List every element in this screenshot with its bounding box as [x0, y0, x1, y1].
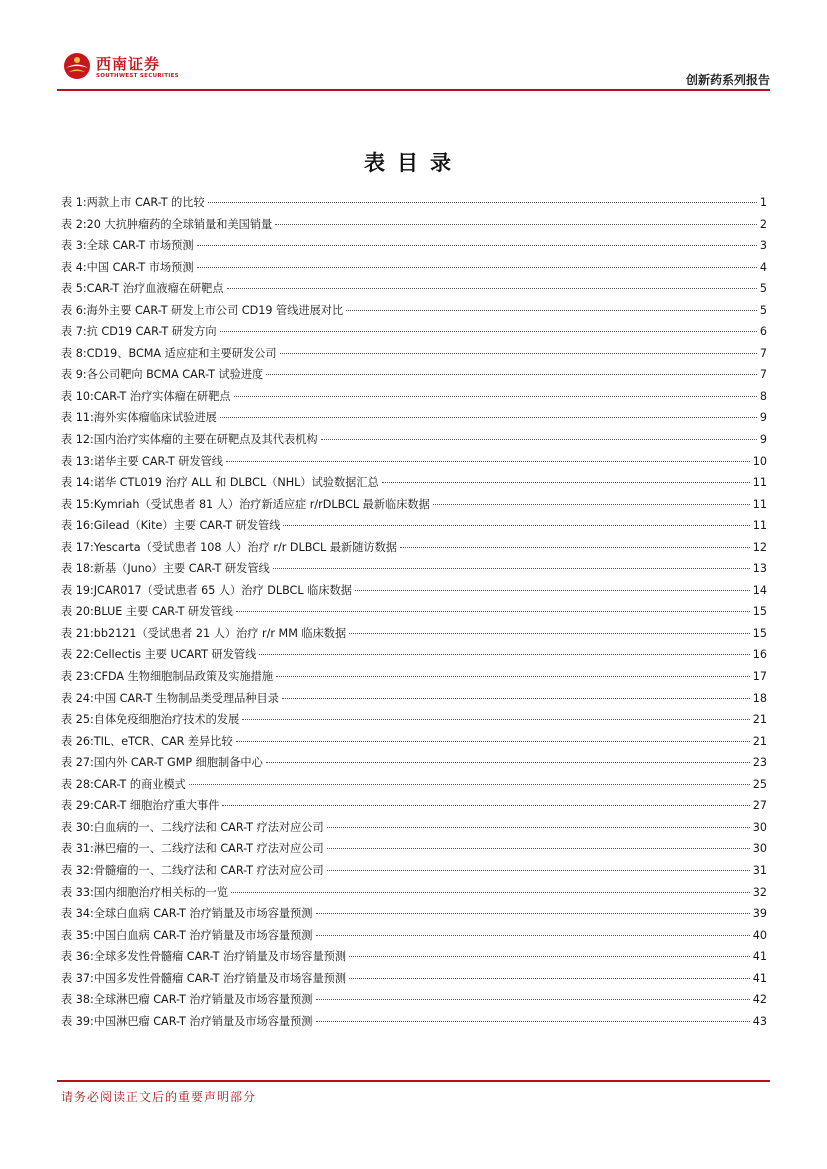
- toc-entry-number: 表 16:: [61, 519, 94, 533]
- toc-entry-number: 表 23:: [61, 670, 94, 684]
- toc-entry-number: 表 17:: [61, 540, 94, 554]
- toc-entry[interactable]: [61, 407, 767, 429]
- toc-dot-leader: [282, 698, 750, 699]
- toc-entry-number: 表 1:: [61, 196, 87, 209]
- company-logo: [63, 50, 183, 86]
- toc-entry-title[interactable]: 抗 CD19 CAR-T 研发方向: [86, 325, 217, 339]
- toc-entry-number: 表 22:: [61, 648, 94, 662]
- toc-entry-number: 表 27:: [61, 756, 94, 770]
- toc-entry-number: 表 35:: [61, 928, 94, 942]
- toc-entry-number: 表 18:: [61, 562, 94, 576]
- toc-dot-leader: [236, 611, 750, 612]
- toc-entry-title[interactable]: 中国多发性骨髓瘤 CAR-T 治疗销量及市场容量预测: [93, 971, 347, 985]
- toc-dot-leader: [355, 590, 750, 591]
- toc-entry-page[interactable]: 9: [759, 433, 767, 447]
- toc-dot-leader: [276, 676, 750, 677]
- toc-entry[interactable]: [61, 386, 767, 408]
- logo-english-name: SOUTHWEST SECURITIES: [96, 73, 179, 79]
- toc-dot-leader: [316, 999, 750, 1000]
- toc-entry-page[interactable]: 18: [752, 691, 767, 705]
- toc-entry-number: 表 38:: [61, 993, 94, 1007]
- toc-entry[interactable]: [61, 537, 767, 559]
- toc-entry-number: 表 32:: [61, 863, 94, 877]
- toc-entry[interactable]: [61, 903, 767, 925]
- toc-dot-leader: [226, 461, 750, 462]
- toc-entry-title[interactable]: 全球淋巴瘤 CAR-T 治疗销量及市场容量预测: [93, 993, 313, 1007]
- toc-entry-number: 表 9:: [61, 368, 87, 382]
- toc-entry-page[interactable]: 4: [759, 260, 767, 274]
- toc-entry-number: 表 21:: [61, 626, 94, 640]
- toc-entry-page[interactable]: 3: [759, 239, 767, 253]
- toc-entry-title[interactable]: 全球白血病 CAR-T 治疗销量及市场容量预测: [93, 907, 313, 921]
- toc-entry-title[interactable]: Kymriah（受试患者 81 人）治疗新适应症 r/rDLBCL 最新临床数据: [93, 497, 430, 511]
- toc-entry[interactable]: [61, 709, 767, 731]
- toc-entry-page[interactable]: 23: [752, 756, 767, 770]
- toc-dot-leader: [208, 202, 757, 203]
- toc-dot-leader: [283, 525, 749, 526]
- toc-entry-number: 表 3:: [61, 239, 87, 253]
- toc-entry-page[interactable]: 1: [759, 196, 767, 209]
- toc-entry-number: 表 15:: [61, 497, 94, 511]
- toc-entry[interactable]: [61, 752, 767, 774]
- toc-entry[interactable]: [61, 882, 767, 904]
- toc-entry[interactable]: [61, 946, 767, 968]
- toc-entry-number: 表 6:: [61, 303, 87, 317]
- header-divider: [57, 89, 770, 91]
- toc-entry[interactable]: [61, 1011, 767, 1033]
- toc-entry[interactable]: [61, 321, 767, 343]
- toc-entry-page[interactable]: 8: [759, 389, 767, 403]
- toc-entry-title[interactable]: 白血病的一、二线疗法和 CAR-T 疗法对应公司: [93, 820, 324, 834]
- page-footer: [57, 1080, 770, 1105]
- toc-entry[interactable]: [61, 666, 767, 688]
- toc-entry-page[interactable]: 9: [759, 411, 767, 425]
- toc-entry-title[interactable]: 中国白血病 CAR-T 治疗销量及市场容量预测: [93, 928, 313, 942]
- page-header: [57, 44, 770, 94]
- toc-entry-title[interactable]: CAR-T 治疗实体瘤在研靶点: [93, 389, 231, 403]
- toc-entry[interactable]: [61, 451, 767, 473]
- toc-entry-page[interactable]: 6: [759, 325, 767, 339]
- toc-entry-title[interactable]: 新基（Juno）主要 CAR-T 研发管线: [93, 562, 270, 576]
- toc-entry-title[interactable]: TIL、eTCR、CAR 差异比较: [93, 734, 233, 748]
- toc-dot-leader: [349, 956, 750, 957]
- toc-entry[interactable]: [61, 688, 767, 710]
- toc-entry-title[interactable]: 国内治疗实体瘤的主要在研靶点及其代表机构: [93, 433, 318, 447]
- toc-entry[interactable]: [61, 214, 767, 236]
- toc-entry-number: 表 25:: [61, 713, 94, 727]
- toc-entry[interactable]: [61, 601, 767, 623]
- toc-dot-leader: [220, 417, 757, 418]
- toc-entry-title[interactable]: 海外主要 CAR-T 研发上市公司 CD19 管线进展对比: [86, 303, 344, 317]
- toc-entry-page[interactable]: 14: [752, 583, 767, 597]
- toc-entry[interactable]: [61, 300, 767, 322]
- toc-entry-number: 表 36:: [61, 950, 94, 964]
- toc-entry-title[interactable]: 各公司靶向 BCMA CAR-T 试验进度: [86, 368, 264, 382]
- toc-entry-title[interactable]: Yescarta（受试患者 108 人）治疗 r/r DLBCL 最新随访数据: [93, 540, 397, 554]
- toc-entry-number: 表 28:: [61, 777, 94, 791]
- toc-dot-leader: [327, 848, 750, 849]
- toc-entry-title[interactable]: bb2121（受试患者 21 人）治疗 r/r MM 临床数据: [93, 626, 347, 640]
- report-series-title: 创新药系列报告: [685, 73, 770, 87]
- toc-dot-leader: [316, 1021, 750, 1022]
- toc-entry[interactable]: [61, 558, 767, 580]
- toc-entry-number: 表 2:: [61, 217, 87, 231]
- toc-dot-leader: [327, 827, 750, 828]
- toc-entry[interactable]: [61, 580, 767, 602]
- toc-entry-page[interactable]: 43: [752, 1014, 767, 1028]
- toc-entry-page[interactable]: 13: [752, 562, 767, 576]
- toc-entry-page[interactable]: 12: [752, 540, 767, 554]
- toc-entry-number: 表 4:: [61, 260, 87, 274]
- toc-entry-number: 表 20:: [61, 605, 94, 619]
- toc-entry-title[interactable]: 中国淋巴瘤 CAR-T 治疗销量及市场容量预测: [93, 1014, 313, 1028]
- toc-entry[interactable]: [61, 192, 767, 214]
- toc-entry-page[interactable]: 31: [752, 863, 767, 877]
- toc-entry-page[interactable]: 40: [752, 928, 767, 942]
- toc-entry-title[interactable]: CAR-T 细胞治疗重大事件: [93, 799, 220, 813]
- toc-entry-page[interactable]: 5: [759, 303, 767, 317]
- toc-entry-title[interactable]: 淋巴瘤的一、二线疗法和 CAR-T 疗法对应公司: [93, 842, 324, 856]
- toc-entry-title[interactable]: 中国 CAR-T 市场预测: [86, 260, 194, 274]
- toc-entry-number: 表 12:: [61, 433, 94, 447]
- toc-entry-page[interactable]: 27: [752, 799, 767, 813]
- toc-entry-page[interactable]: 25: [752, 777, 767, 791]
- toc-dot-leader: [400, 547, 750, 548]
- toc-entry-number: 表 39:: [61, 1014, 94, 1028]
- toc-entry[interactable]: [61, 278, 767, 300]
- toc-entry-page[interactable]: 42: [752, 993, 767, 1007]
- toc-dot-leader: [266, 374, 757, 375]
- toc-entry[interactable]: [61, 364, 767, 386]
- toc-entry-page[interactable]: 11: [752, 519, 767, 533]
- toc-dot-leader: [197, 245, 757, 246]
- toc-entry-number: 表 14:: [61, 476, 94, 490]
- toc-entry-page[interactable]: 39: [752, 907, 767, 921]
- toc-entry-number: 表 10:: [61, 389, 94, 403]
- toc-dot-leader: [231, 892, 750, 893]
- toc-entry-page[interactable]: 21: [752, 713, 767, 727]
- toc-entry-title[interactable]: CAR-T 治疗血液瘤在研靶点: [86, 282, 224, 296]
- toc-entry[interactable]: [61, 343, 767, 365]
- toc-entry-title[interactable]: 骨髓瘤的一、二线疗法和 CAR-T 疗法对应公司: [93, 863, 324, 877]
- toc-entry-title[interactable]: CD19、BCMA 适应症和主要研发公司: [86, 346, 277, 360]
- toc-entry-title[interactable]: 中国 CAR-T 生物制品类受理品种目录: [93, 691, 279, 705]
- toc-entry-page[interactable]: 10: [752, 454, 767, 468]
- toc-entry-number: 表 31:: [61, 842, 94, 856]
- footer-divider: [57, 1080, 770, 1082]
- page-title: 表目录: [364, 150, 463, 175]
- toc-entry-title[interactable]: 自体免疫细胞治疗技术的发展: [93, 713, 240, 727]
- toc-dot-leader: [346, 310, 757, 311]
- toc-entry-title[interactable]: CFDA 生物细胞制品政策及实施措施: [93, 670, 274, 684]
- toc-entry-title[interactable]: 全球多发性骨髓瘤 CAR-T 治疗销量及市场容量预测: [93, 950, 347, 964]
- toc-entry[interactable]: [61, 860, 767, 882]
- toc-entry-title[interactable]: 国内细胞治疗相关标的一览: [93, 885, 229, 899]
- toc-entry-page[interactable]: 30: [752, 842, 767, 856]
- toc-entry-number: 表 13:: [61, 454, 94, 468]
- toc-entry-number: 表 33:: [61, 885, 94, 899]
- toc-entry[interactable]: [61, 644, 767, 666]
- toc-entry-page[interactable]: 15: [752, 626, 767, 640]
- toc-entry-title[interactable]: 20 大抗肿瘤药的全球销量和美国销量: [86, 217, 273, 231]
- table-of-contents: [61, 192, 767, 1032]
- toc-entry[interactable]: [61, 968, 767, 990]
- toc-entry-title[interactable]: 诺华主要 CAR-T 研发管线: [93, 454, 223, 468]
- toc-entry[interactable]: [61, 515, 767, 537]
- toc-dot-leader: [236, 741, 750, 742]
- logo-icon: [63, 52, 91, 80]
- toc-entry-number: 表 8:: [61, 346, 87, 360]
- logo-chinese-name: 西南证券: [96, 55, 161, 73]
- toc-dot-leader: [433, 504, 750, 505]
- toc-entry[interactable]: [61, 817, 767, 839]
- toc-entry-title[interactable]: 两款上市 CAR-T 的比较: [86, 196, 205, 209]
- toc-entry-number: 表 30:: [61, 820, 94, 834]
- toc-entry[interactable]: [61, 429, 767, 451]
- toc-entry-title[interactable]: BLUE 主要 CAR-T 研发管线: [93, 605, 233, 619]
- toc-entry-page[interactable]: 5: [759, 282, 767, 296]
- toc-dot-leader: [275, 224, 757, 225]
- toc-dot-leader: [227, 288, 757, 289]
- toc-entry-page[interactable]: 30: [752, 820, 767, 834]
- toc-entry-title[interactable]: Gilead（Kite）主要 CAR-T 研发管线: [93, 519, 281, 533]
- toc-entry-title[interactable]: CAR-T 的商业模式: [93, 777, 186, 791]
- toc-dot-leader: [321, 439, 757, 440]
- toc-entry[interactable]: [61, 494, 767, 516]
- toc-entry[interactable]: [61, 235, 767, 257]
- toc-dot-leader: [382, 482, 750, 483]
- toc-entry[interactable]: [61, 623, 767, 645]
- toc-dot-leader: [259, 654, 749, 655]
- toc-entry-page[interactable]: 32: [752, 885, 767, 899]
- toc-entry[interactable]: [61, 257, 767, 279]
- toc-entry-page[interactable]: 2: [759, 217, 767, 231]
- toc-entry[interactable]: [61, 795, 767, 817]
- toc-entry-page[interactable]: 41: [752, 971, 767, 985]
- toc-entry[interactable]: [61, 925, 767, 947]
- toc-entry-title[interactable]: 海外实体瘤临床试验进展: [93, 411, 217, 425]
- toc-entry[interactable]: [61, 989, 767, 1011]
- toc-entry[interactable]: [61, 731, 767, 753]
- toc-entry-number: 表 26:: [61, 734, 94, 748]
- toc-dot-leader: [280, 353, 757, 354]
- toc-entry-title[interactable]: 全球 CAR-T 市场预测: [86, 239, 194, 253]
- footer-disclaimer: 请务必阅读正文后的重要声明部分: [61, 1090, 257, 1104]
- toc-entry-number: 表 11:: [61, 411, 94, 425]
- toc-entry-title[interactable]: JCAR017（受试患者 65 人）治疗 DLBCL 临床数据: [93, 583, 352, 597]
- toc-dot-leader: [316, 935, 750, 936]
- toc-entry-page[interactable]: 41: [752, 950, 767, 964]
- toc-entry-page[interactable]: 16: [752, 648, 767, 662]
- toc-dot-leader: [316, 913, 750, 914]
- toc-entry-title[interactable]: 诺华 CTL019 治疗 ALL 和 DLBCL（NHL）试验数据汇总: [93, 476, 379, 490]
- toc-entry-number: 表 19:: [61, 583, 94, 597]
- toc-entry-page[interactable]: 17: [752, 670, 767, 684]
- toc-entry-title[interactable]: 国内外 CAR-T GMP 细胞制备中心: [93, 756, 263, 770]
- toc-entry-page[interactable]: 21: [752, 734, 767, 748]
- toc-dot-leader: [234, 396, 757, 397]
- toc-dot-leader: [222, 805, 749, 806]
- toc-entry-number: 表 37:: [61, 971, 94, 985]
- toc-entry-page[interactable]: 7: [759, 346, 767, 360]
- toc-dot-leader: [273, 568, 750, 569]
- toc-entry-number: 表 5:: [61, 282, 87, 296]
- toc-dot-leader: [327, 870, 750, 871]
- toc-dot-leader: [220, 331, 757, 332]
- toc-dot-leader: [349, 633, 750, 634]
- toc-entry[interactable]: [61, 838, 767, 860]
- toc-entry-number: 表 34:: [61, 907, 94, 921]
- toc-dot-leader: [349, 978, 750, 979]
- toc-dot-leader: [242, 719, 750, 720]
- toc-entry-page[interactable]: 11: [752, 476, 767, 490]
- toc-dot-leader: [197, 267, 757, 268]
- toc-entry-number: 表 7:: [61, 325, 87, 339]
- toc-entry-page[interactable]: 7: [759, 368, 767, 382]
- toc-entry-page[interactable]: 15: [752, 605, 767, 619]
- toc-entry[interactable]: [61, 472, 767, 494]
- toc-dot-leader: [189, 784, 750, 785]
- toc-entry-title[interactable]: Cellectis 主要 UCART 研发管线: [93, 648, 257, 662]
- toc-entry-page[interactable]: 11: [752, 497, 767, 511]
- toc-entry-number: 表 24:: [61, 691, 94, 705]
- toc-entry-number: 表 29:: [61, 799, 94, 813]
- toc-entry[interactable]: [61, 774, 767, 796]
- toc-dot-leader: [266, 762, 750, 763]
